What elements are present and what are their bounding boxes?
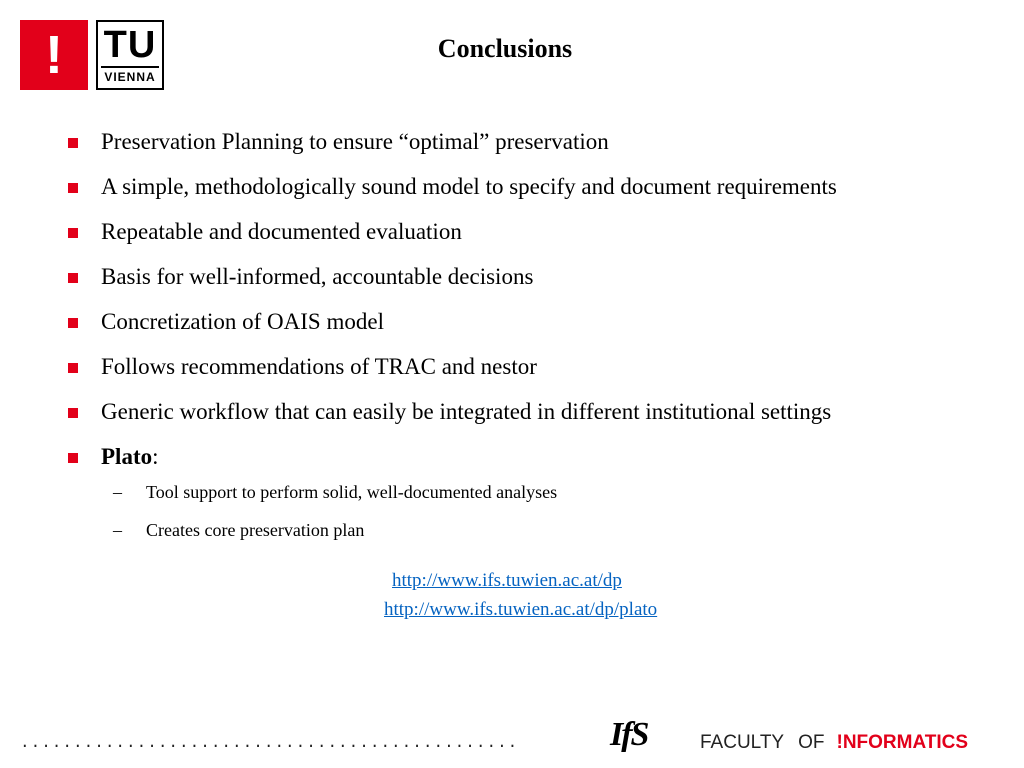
bullet-square-icon (68, 273, 78, 283)
bullet-list (66, 127, 986, 557)
plato-colon: : (152, 444, 159, 469)
link-plato[interactable]: http://www.ifs.tuwien.ac.at/dp/plato (384, 599, 658, 620)
logo-tu-text: TU (103, 23, 157, 66)
bullet-text: Repeatable and documented evaluation (101, 219, 462, 244)
bullet-square-icon (68, 318, 78, 328)
bullet-item (66, 217, 986, 247)
sub-bullet-text: Tool support to perform solid, well-documented analyses (146, 482, 558, 502)
bullet-text: Follows recommendations of TRAC and nestor (101, 354, 537, 379)
bullet-text: Basis for well-informed, accountable decisions (101, 264, 534, 289)
bullet-text: A simple, methodologically sound model to specify and document requirements (101, 174, 837, 199)
bullet-square-icon (68, 363, 78, 373)
bullet-square-icon (68, 228, 78, 238)
bullet-square-icon (68, 408, 78, 418)
bullet-text: Preservation Planning to ensure “optimal” preservation (101, 129, 609, 154)
plato-label: Plato (101, 444, 153, 469)
bullet-item (66, 352, 986, 382)
ifs-logo: IfS (610, 716, 648, 753)
link-dp[interactable]: http://www.ifs.tuwien.ac.at/dp (392, 570, 622, 591)
bullet-item (66, 127, 986, 157)
bullet-item-plato (66, 442, 986, 542)
sub-bullet-item (101, 480, 986, 504)
logo-divider (101, 66, 159, 68)
dash-icon: – (113, 520, 122, 540)
logo-city-text: VIENNA (104, 69, 156, 84)
bullet-item (66, 172, 986, 202)
informatics-word: !NFORMATICS (836, 732, 969, 753)
bullet-square-icon (68, 183, 78, 193)
footer-dotted-line: ............................................... (20, 734, 519, 752)
plato-sub-list (101, 480, 986, 542)
bullet-text: Generic workflow that can easily be integrated in different institutional settings (101, 399, 832, 424)
bullet-text: Concretization of OAIS model (101, 309, 384, 334)
of-word: OF (798, 732, 825, 753)
bullet-square-icon (68, 453, 78, 463)
sub-bullet-text: Creates core preservation plan (146, 520, 365, 540)
sub-bullet-item (101, 518, 986, 542)
bullet-square-icon (68, 138, 78, 148)
bullet-item (66, 262, 986, 292)
bullet-item (66, 397, 986, 427)
logo-mark-text: ! (45, 25, 63, 85)
faculty-word: FACULTY (700, 732, 785, 753)
dash-icon: – (113, 482, 122, 502)
bullet-item (66, 307, 986, 337)
page-title: Conclusions (437, 34, 573, 63)
faculty-of-informatics-logo (700, 732, 968, 754)
